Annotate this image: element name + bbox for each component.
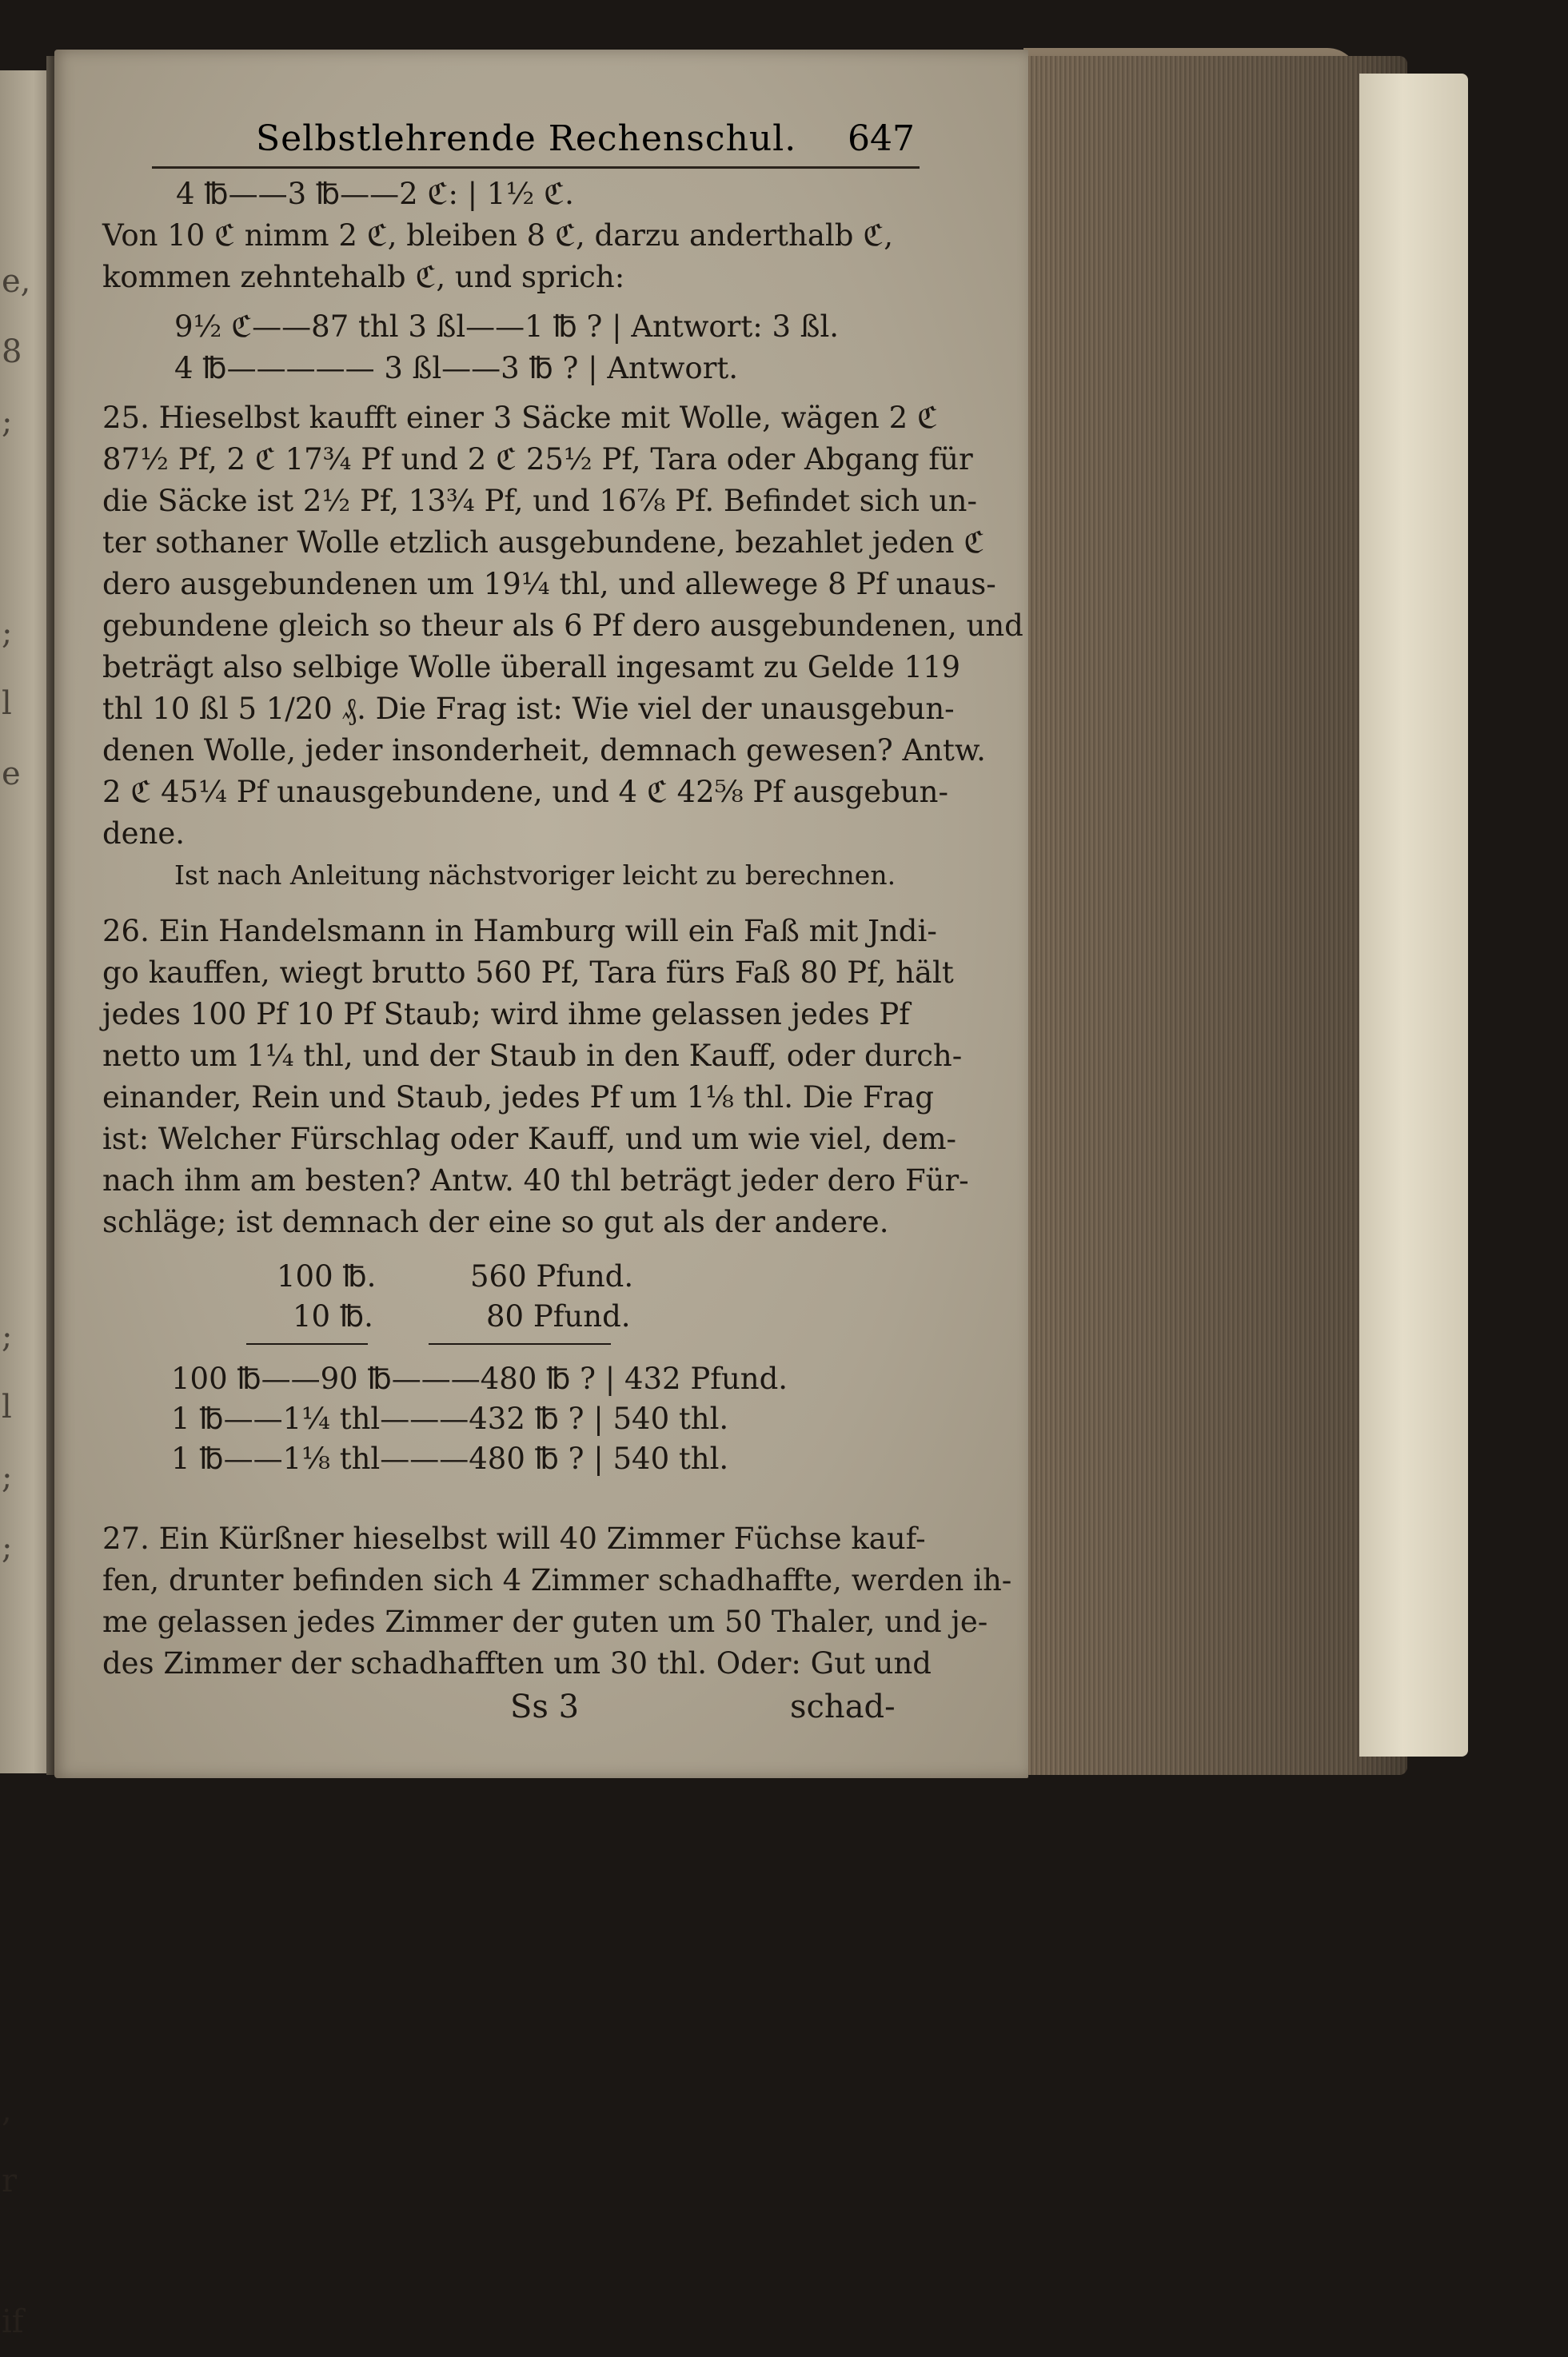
running-title: Selbstlehrende Rechenschul. [256, 118, 797, 159]
text-line: me gelassen jedes Zimmer der guten um 50 Thaler, und je- [102, 1605, 988, 1639]
catchword: schad- [790, 1689, 896, 1725]
text-line: 4 ℔————— 3 ßl——3 ℔ ? | Antwort. [174, 351, 739, 385]
text-line: nach ihm am besten? Antw. 40 thl beträgt jeder dero Für- [102, 1163, 969, 1198]
text-line: jedes 100 Pf 10 Pf Staub; wird ihme gelassen jedes Pf [102, 997, 910, 1031]
calc-row: 100 ℔. 560 Pfund. [277, 1259, 634, 1294]
text-line: 9½ ℭ——87 thl 3 ßl——1 ℔ ? | Antwort: 3 ßl. [174, 309, 840, 344]
text-line: des Zimmer der schadhafften um 30 thl. Oder: Gut und [102, 1646, 932, 1681]
left-page-edge-text: e, 8 ; ; l e ; l ; ; , r if [2, 263, 31, 2340]
text-line: thl 10 ßl 5 1/20 ₰. Die Frag ist: Wie viel der unausgebun- [102, 692, 955, 726]
calc-rule [429, 1343, 611, 1345]
text-line: schläge; ist demnach der eine so gut als der andere. [102, 1205, 889, 1239]
header-rule [152, 166, 920, 169]
text-line: 87½ Pf, 2 ℭ 17¾ Pf und 2 ℭ 25½ Pf, Tara oder Abgang für [102, 442, 973, 477]
text-line: kommen zehntehalb ℭ, und sprich: [102, 260, 625, 294]
page-header [152, 118, 920, 174]
text-line: Von 10 ℭ nimm 2 ℭ, bleiben 8 ℭ, darzu anderthalb ℭ, [102, 218, 893, 253]
text-line: fen, drunter befinden sich 4 Zimmer schadhaffte, werden ih- [102, 1563, 1012, 1597]
problem-27-line: 27. Ein Kürßner hieselbst will 40 Zimmer Füchse kauf- [102, 1521, 926, 1556]
text-line: 4 ℔——3 ℔——2 ℭ: | 1½ ℭ. [176, 177, 574, 211]
text-line: netto um 1¼ thl, und der Staub in den Kauff, oder durch- [102, 1039, 963, 1073]
text-line: ter sothaner Wolle etzlich ausgebundene, bezahlet jeden ℭ [102, 525, 985, 560]
calc-row: 1 ℔——1¼ thl———432 ℔ ? | 540 thl. [171, 1402, 729, 1436]
text-line: die Säcke ist 2½ Pf, 13¾ Pf, und 16⅞ Pf. Befindet sich un- [102, 484, 977, 518]
calc-row: 1 ℔——1⅛ thl———480 ℔ ? | 540 thl. [171, 1442, 729, 1476]
text-line: dene. [102, 816, 186, 851]
text-line: denen Wolle, jeder insonderheit, demnach gewesen? Antw. [102, 733, 986, 768]
text-line: beträgt also selbige Wolle überall ingesamt zu Gelde 119 [102, 650, 961, 684]
signature-mark: Ss 3 [510, 1689, 580, 1725]
page-block-shade [1023, 56, 1407, 1775]
text-line: einander, Rein und Staub, jedes Pf um 1⅛ thl. Die Frag [102, 1080, 934, 1115]
problem-25-line: 25. Hieselbst kaufft einer 3 Säcke mit Wolle, wägen 2 ℭ [102, 401, 938, 435]
text-line: gebundene gleich so theur als 6 Pf dero ausgebundenen, und [102, 608, 1023, 643]
hint-line: Ist nach Anleitung nächstvoriger leicht zu berechnen. [174, 859, 896, 891]
calc-rule [246, 1343, 368, 1345]
text-line: dero ausgebundenen um 19¼ thl, und allewege 8 Pf unaus- [102, 567, 996, 601]
back-cover [1359, 74, 1468, 1757]
calc-row: 10 ℔. 80 Pfund. [293, 1299, 631, 1334]
calc-row: 100 ℔——90 ℔———480 ℔ ? | 432 Pfund. [171, 1362, 788, 1396]
text-line: 2 ℭ 45¼ Pf unausgebundene, und 4 ℭ 42⅝ Pf ausgebun- [102, 775, 948, 809]
page-number: 647 [848, 118, 915, 159]
text-line: ist: Welcher Fürschlag oder Kauff, und um wie viel, dem- [102, 1122, 957, 1156]
problem-26-line: 26. Ein Handelsmann in Hamburg will ein Faß mit Jndi- [102, 914, 937, 948]
text-line: go kauffen, wiegt brutto 560 Pf, Tara fürs Faß 80 Pf, hält [102, 955, 954, 990]
